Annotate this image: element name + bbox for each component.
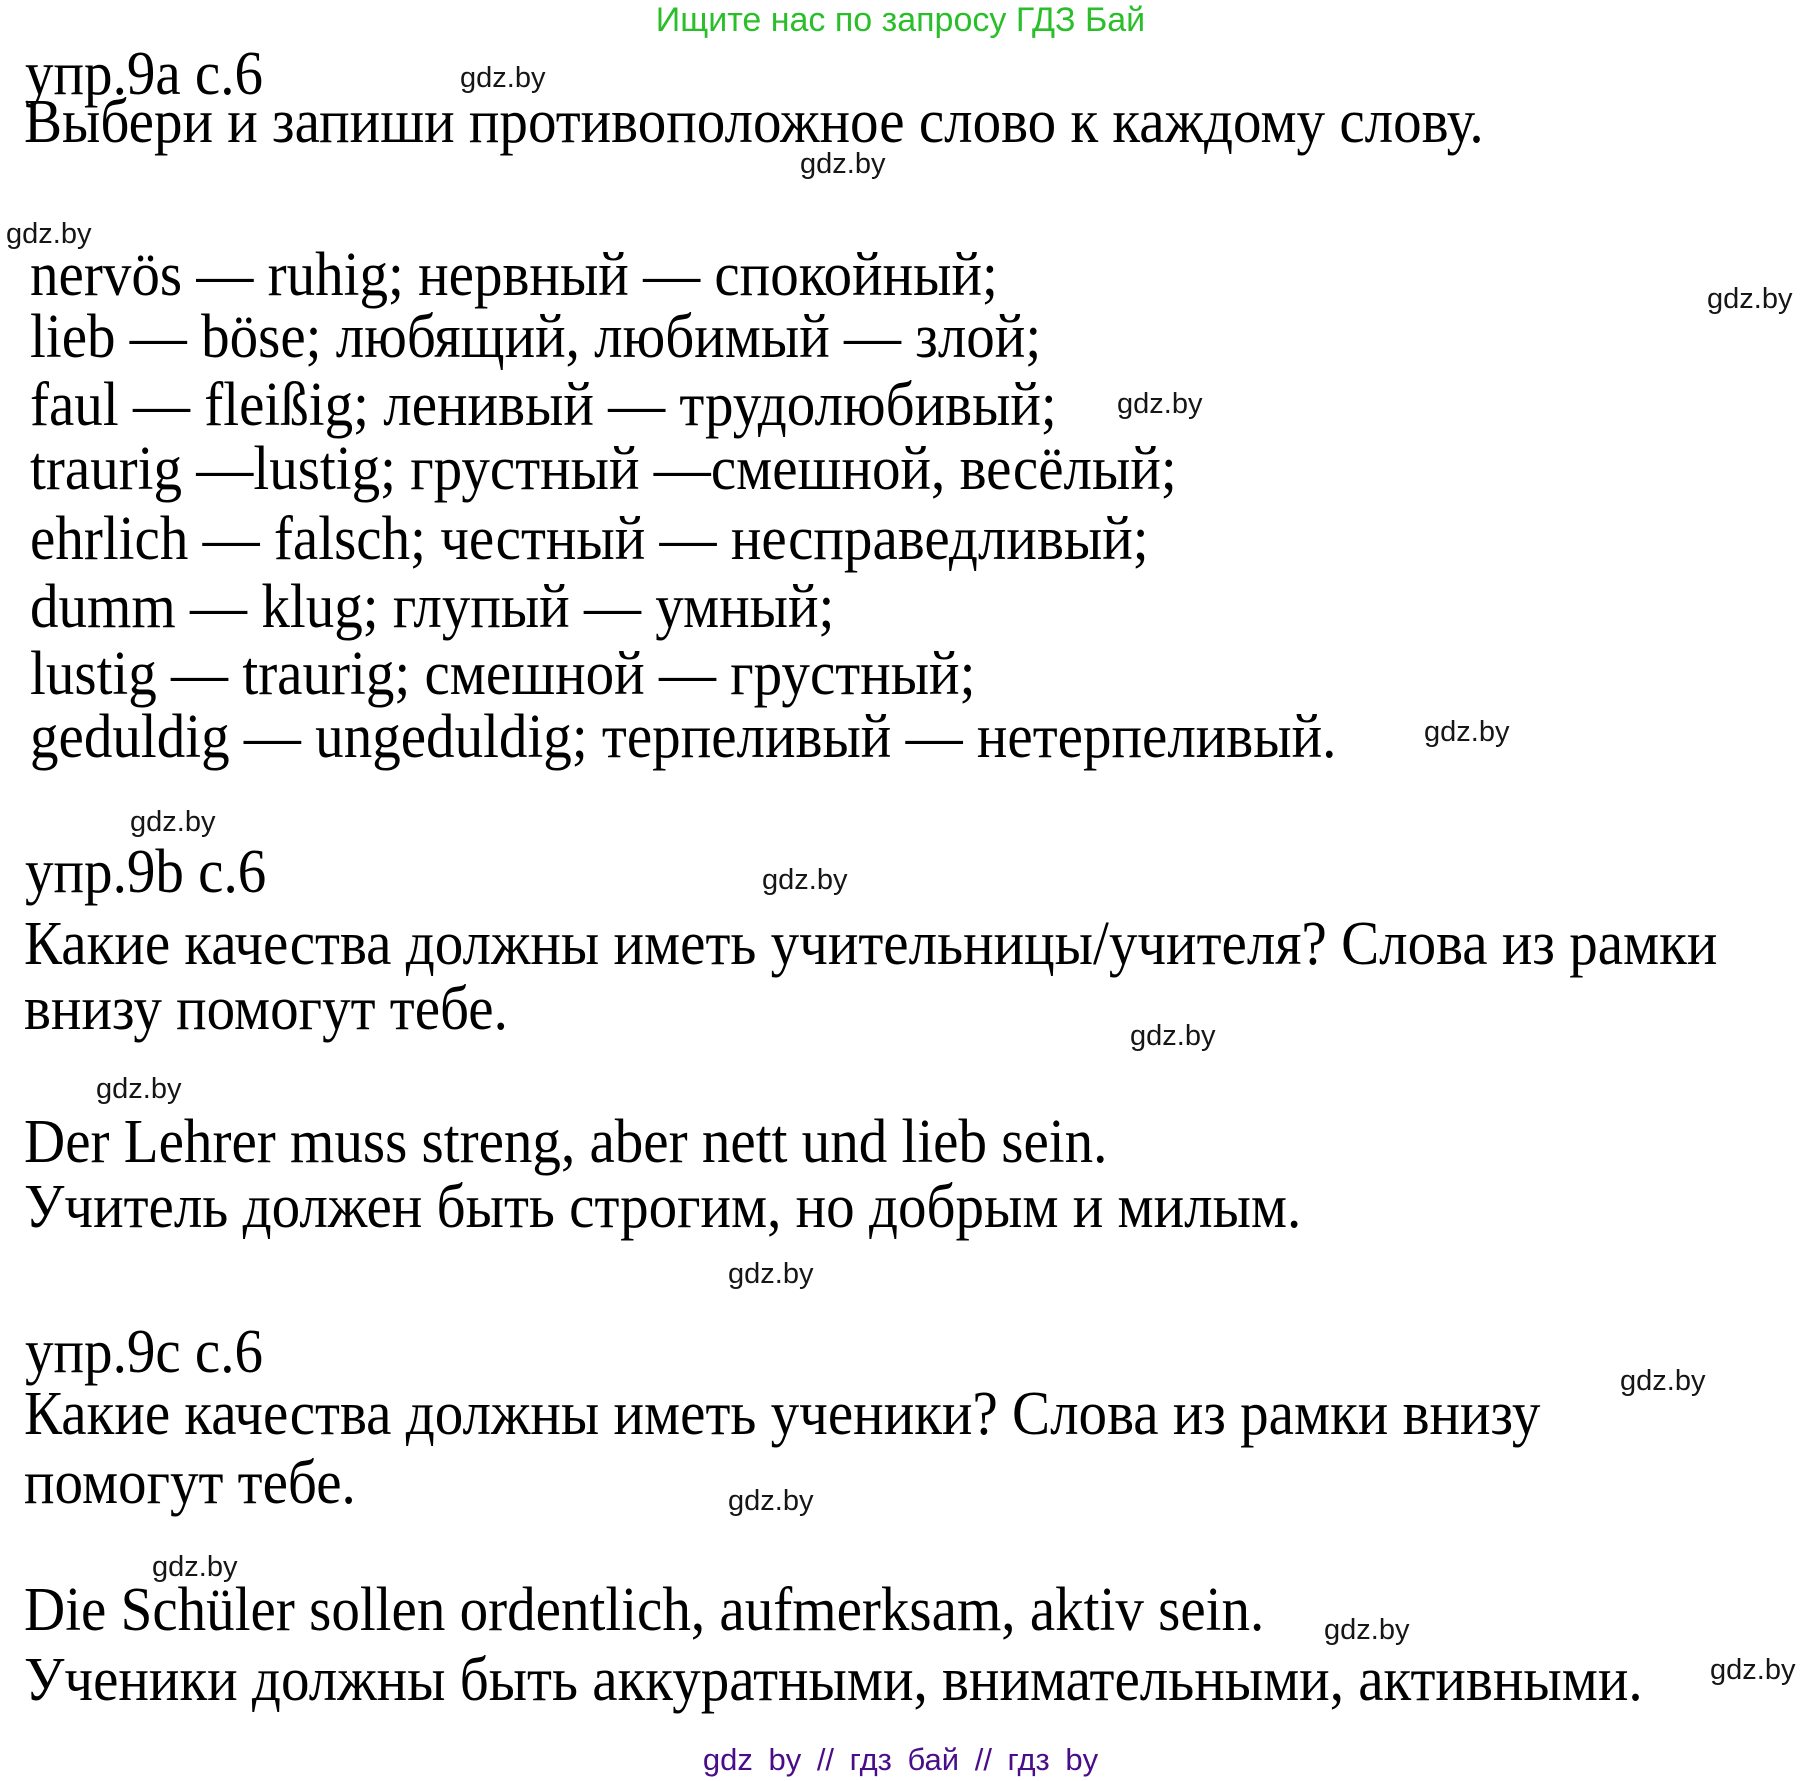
answer-line: ehrlich — falsch; честный — несправедливый; — [30, 505, 1149, 573]
page-footer: gdz by // гдз бай // гдз by — [702, 1742, 1099, 1777]
watermark: gdz.by — [152, 1551, 238, 1583]
watermark: gdz.by — [1707, 283, 1793, 315]
watermark: gdz.by — [1620, 1365, 1706, 1397]
exercise-9c-instruction-line1: Какие качества должны иметь ученики? Слова из рамки внизу — [24, 1380, 1541, 1448]
watermark: gdz.by — [6, 218, 92, 250]
exercise-9c-instruction-line2: помогут тебе. — [24, 1449, 356, 1517]
watermark: gdz.by — [1324, 1614, 1410, 1646]
watermark: gdz.by — [762, 864, 848, 896]
exercise-9b-answer-russian: Учитель должен быть строгим, но добрым и милым. — [24, 1173, 1302, 1241]
answer-line: nervös — ruhig; нервный — спокойный; — [30, 241, 998, 309]
watermark: gdz.by — [728, 1485, 814, 1517]
exercise-9a-instruction: Выбери и запиши противоположное слово к каждому слову. — [24, 88, 1484, 156]
answer-line: faul — fleißig; ленивый — трудолюбивый; — [30, 371, 1057, 439]
answer-line: lieb — böse; любящий, любимый — злой; — [30, 303, 1042, 371]
answer-line: dumm — klug; глупый — умный; — [30, 573, 835, 641]
promo-banner: Ищите нас по запросу ГДЗ Бай — [655, 1, 1146, 39]
watermark: gdz.by — [728, 1258, 814, 1290]
answer-line: lustig — traurig; смешной — грустный; — [30, 640, 976, 708]
watermark: gdz.by — [96, 1073, 182, 1105]
watermark: gdz.by — [130, 806, 216, 838]
exercise-9c-title: упр.9с с.6 — [25, 1318, 264, 1386]
answer-line: traurig —lustig; грустный —смешной, весёлый; — [30, 435, 1177, 503]
exercise-9b-instruction-line1: Какие качества должны иметь учительницы/учителя? Слова из рамки — [24, 910, 1718, 978]
watermark: gdz.by — [460, 62, 546, 94]
exercise-9c-answer-german: Die Schüler sollen ordentlich, aufmerksam, aktiv sein. — [24, 1576, 1265, 1644]
exercise-9b-instruction-line2: внизу помогут тебе. — [24, 975, 508, 1043]
exercise-9b-answer-german: Der Lehrer muss streng, aber nett und lieb sein. — [24, 1108, 1108, 1176]
watermark: gdz.by — [1424, 716, 1510, 748]
watermark: gdz.by — [1130, 1020, 1216, 1052]
watermark: gdz.by — [1710, 1654, 1796, 1686]
answer-line: geduldig — ungeduldig; терпеливый — нетерпеливый. — [30, 703, 1337, 771]
watermark: gdz.by — [800, 148, 886, 180]
exercise-9c-answer-russian: Ученики должны быть аккуратными, внимательными, активными. — [24, 1646, 1643, 1714]
exercise-9b-title: упр.9b с.6 — [25, 838, 267, 906]
exercise-9a-title: упр.9а с.6 — [25, 40, 264, 108]
watermark: gdz.by — [1117, 388, 1203, 420]
